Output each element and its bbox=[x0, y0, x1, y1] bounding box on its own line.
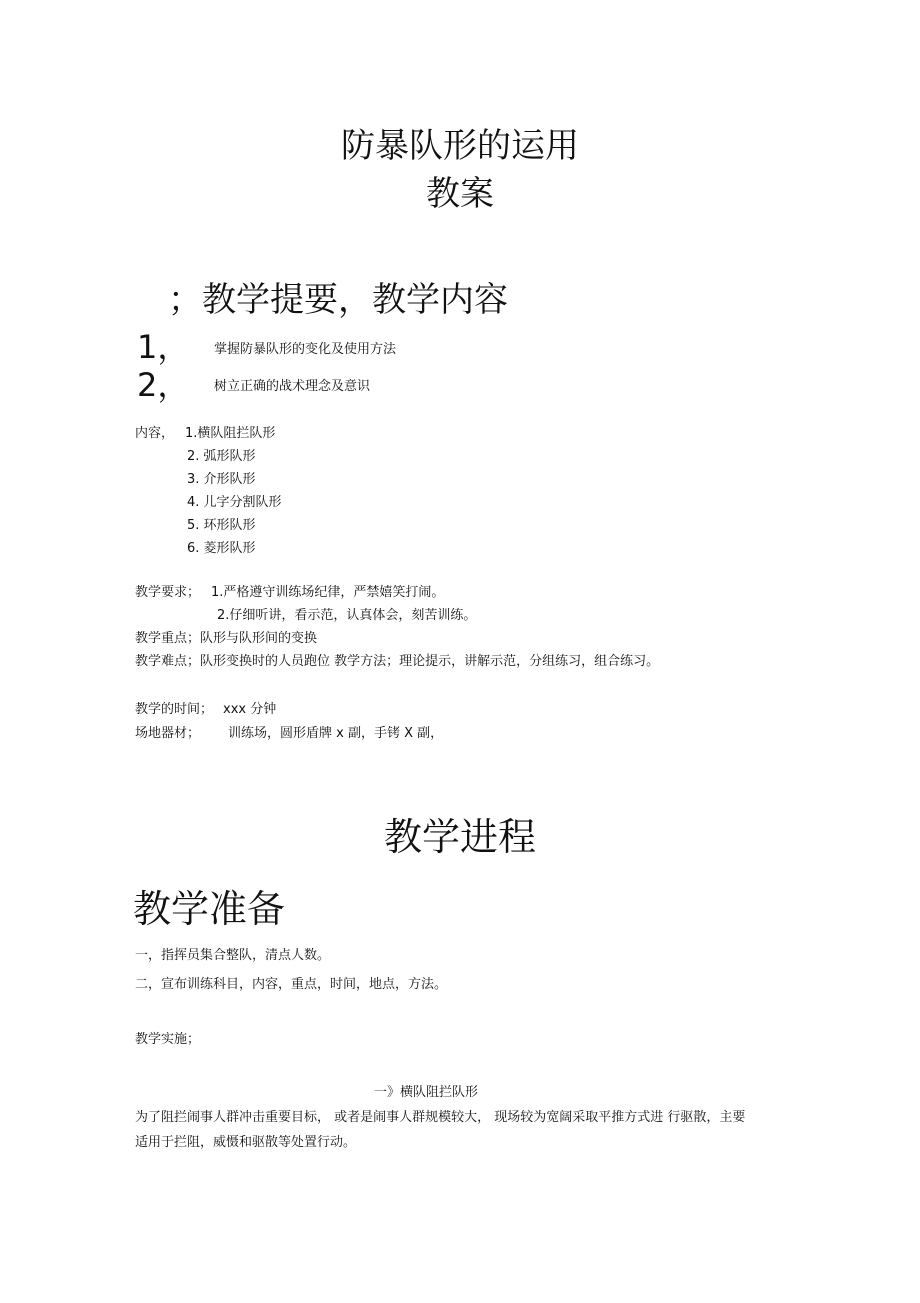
content-label: 内容， bbox=[135, 426, 175, 441]
outline-item-2-text: 树立正确的战术理念及意识 bbox=[214, 379, 371, 394]
content-item-1: 1.横队阻拦队形 bbox=[185, 426, 276, 441]
time-label: 教学的时间； bbox=[135, 702, 214, 717]
process-heading: 教学进程 bbox=[383, 815, 536, 859]
key-point: 教学重点；队形与队形间的变换 bbox=[135, 631, 318, 646]
section1-para-line1: 为了阻拦闹事人群冲击重要目标， 或者是闹事人群规模较大， 现场较为宽阔采取平推方式进 行驱散，主要 bbox=[135, 1110, 746, 1125]
doc-title-line2: 教案 bbox=[426, 174, 494, 214]
equipment-label: 场地器材； bbox=[135, 726, 201, 741]
requirement-1: 1.严格遵守训练场纪律，严禁嬉笑打闹。 bbox=[211, 585, 445, 600]
content-item-4: 4. 儿字分割队形 bbox=[187, 495, 282, 510]
section1-para-line2: 适用于拦阻，威慑和驱散等处置行动。 bbox=[135, 1135, 357, 1150]
equipment-value: 训练场，圆形盾牌 x 副，手铐 X 副， bbox=[228, 726, 444, 741]
prep-item-2: 二，宣布训练科目，内容，重点，时间，地点，方法。 bbox=[135, 977, 448, 992]
difficulty-and-method: 教学难点；队形变换时的人员跑位 教学方法；理论提示，讲解示范，分组练习，组合练习。 bbox=[135, 654, 660, 669]
requirements-label: 教学要求； bbox=[135, 585, 201, 600]
outline-item-1-num: 1， bbox=[137, 328, 190, 366]
requirement-2: 2.仔细听讲，看示范，认真体会，刻苦训练。 bbox=[217, 608, 477, 623]
content-item-2: 2. 弧形队形 bbox=[187, 449, 256, 464]
prep-heading: 教学准备 bbox=[133, 887, 286, 931]
content-item-6: 6. 菱形队形 bbox=[187, 541, 256, 556]
outline-item-2-num: 2， bbox=[137, 366, 190, 404]
content-item-5: 5. 环形队形 bbox=[187, 518, 256, 533]
prep-item-1: 一，指挥员集合整队，清点人数。 bbox=[135, 948, 331, 963]
implementation-label: 教学实施； bbox=[135, 1032, 201, 1047]
doc-title-line1: 防暴队形的运用 bbox=[341, 126, 579, 166]
content-item-3: 3. 介形队形 bbox=[187, 472, 256, 487]
section1-heading: 一》横队阻拦队形 bbox=[374, 1085, 479, 1100]
outline-heading: ；教学提要，教学内容 bbox=[168, 280, 508, 320]
outline-item-1-text: 掌握防暴队形的变化及使用方法 bbox=[214, 342, 397, 357]
time-value: xxx 分钟 bbox=[223, 702, 277, 717]
